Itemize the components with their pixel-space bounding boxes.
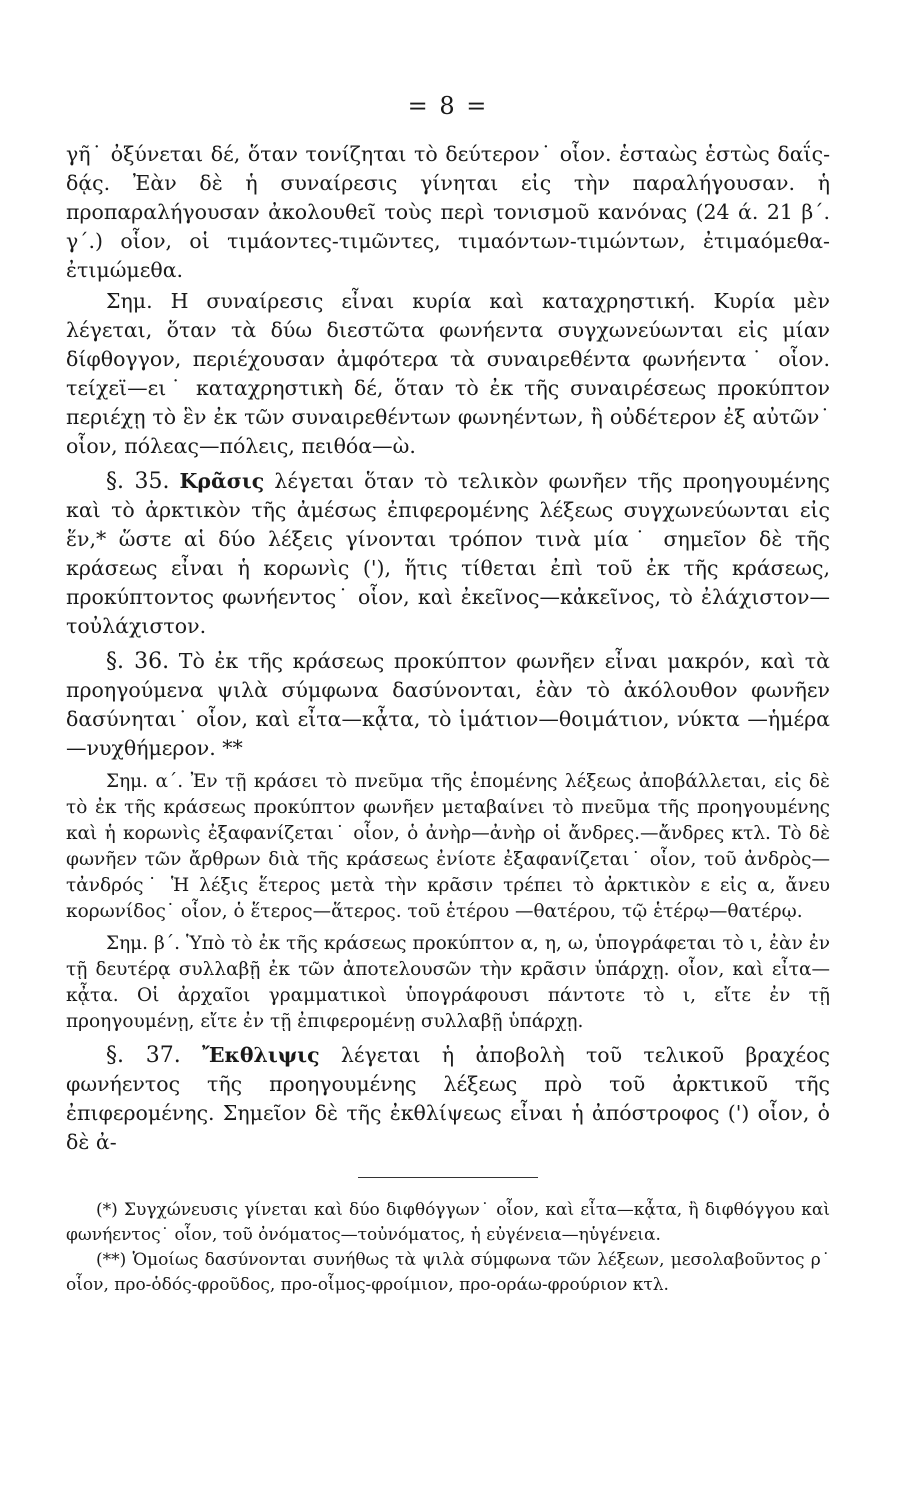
footnote-text: Ὁμοίως δασύνονται συνήθως τὰ ψιλὰ σύμφωνα τῶν λέξεων, μεσολαβοῦντος ρ˙ οἷον, προ-ὁδός-φροῦδος, προ-οἷμος-φροίμιον, προ-οράω-φρούριον κτλ.	[66, 1250, 830, 1295]
remark-synaeresis	[66, 287, 830, 461]
section-text: Τὸ ἐκ τῆς κράσεως προκύπτον φωνῆεν εἶναι μακρόν, καὶ τὰ προηγούμενα ψιλὰ σύμφωνα δασύνονται, ἐὰν τὸ ἀκόλουθον φωνῆεν δασύνηται˙ οἷον, καὶ εἶτα—κᾆτα, τὸ ἱμάτιον—θοιμάτιον, νύκτα —ἡμέρα—νυχθήμερον. **	[66, 649, 830, 760]
section-number: §. 37.	[106, 1043, 181, 1068]
page-number-header: = 8 =	[407, 92, 489, 120]
remark-label: Σημ.	[106, 289, 153, 313]
section-term: Ἔκθλιψις	[202, 1043, 320, 1067]
section-number: §. 35.	[106, 469, 170, 494]
section-36	[66, 647, 830, 763]
section-35-crasis	[66, 467, 830, 641]
note-label: Σημ. α΄.	[106, 771, 184, 792]
note-label: Σημ. β΄.	[106, 933, 180, 954]
footnote-2	[66, 1248, 830, 1298]
section-text: λέγεται ἡ ἀποβολὴ τοῦ τελικοῦ βραχέος φωνήεντος τῆς προηγουμένης λέξεως πρὸ τοῦ ἀρκτικοῦ τῆς ἐπιφερομένης. Σημεῖον δὲ τῆς ἐκθλίψεως εἶναι ἡ ἀπόστροφος (') οἷον, ὁ δὲ ἀ-	[66, 1043, 830, 1154]
footnote-mark: (**)	[96, 1250, 127, 1270]
footnote-1	[66, 1198, 830, 1248]
note-a	[66, 769, 830, 925]
section-text: λέγεται ὅταν τὸ τελικὸν φωνῆεν τῆς προηγουμένης καὶ τὸ ἀρκτικὸν τῆς ἀμέσως ἐπιφερομένης λέξεως συγχωνεύωνται εἰς ἕν,* ὥστε αἱ δύο λέξεις γίνονται τρόπον τινὰ μία˙ σημεῖον δὲ τῆς κράσεως εἶναι ἡ κορωνὶς ('), ἥτις τίθεται ἐπὶ τοῦ ἐκ τῆς κράσεως, προκύπτοντος φωνήεντος˙ οἷον, καὶ ἐκεῖνος—κἀκεῖνος, τὸ ἐλάχιστον—τοὐλάχιστον.	[66, 469, 830, 638]
footnote-mark: (*)	[96, 1200, 118, 1220]
note-text: Ὑπὸ τὸ ἐκ τῆς κράσεως προκύπτον α, η, ω, ὑπογράφεται τὸ ι, ἐὰν ἐν τῇ δευτέρᾳ συλλαβῇ ἐκ τῶν ἀποτελουσῶν τὴν κρᾶσιν ὑπάρχῃ. οἷον, καὶ εἶτα—κᾆτα. Οἱ ἀρχαῖοι γραμματικοὶ ὑπογράφουσι πάντοτε τὸ ι, εἴτε ἐν τῇ προηγουμένῃ, εἴτε ἐν τῇ ἐπιφερομένῃ συλλαβῇ ὑπάρχῃ.	[66, 933, 830, 1032]
section-number: §. 36.	[106, 649, 170, 674]
footnote-divider	[358, 1177, 538, 1178]
footnote-text: Συγχώνευσις γίνεται καὶ δύο διφθόγγων˙ οἷον, καὶ εἶτα—κᾆτα, ἢ διφθόγγου καὶ φωνήεντος˙ οἷον, τοῦ ὀνόματος—τοὐνόματος, ἡ εὐγένεια—ηὑγένεια.	[66, 1200, 830, 1245]
note-b	[66, 931, 830, 1035]
remark-text: Η συναίρεσις εἶναι κυρία καὶ καταχρηστική. Κυρία μὲν λέγεται, ὅταν τὰ δύω διεστῶτα φωνήεντα συγχωνεύωνται εἰς μίαν δίφθογγον, περιέχουσαν ἀμφότερα τὰ συναιρεθέντα φωνήεντα˙ οἷον. τείχεϊ—ει˙ καταχρηστικὴ δέ, ὅταν τὸ ἐκ τῆς συναιρέσεως προκύπτον περιέχῃ τὸ ἓν ἐκ τῶν συναιρεθέντων φωνηέντων, ἢ οὐδέτερον ἐξ αὐτῶν˙ οἷον, πόλεας—πόλεις, πειθόα—ὼ.	[66, 289, 830, 458]
note-text: Ἐν τῇ κράσει τὸ πνεῦμα τῆς ἑπομένης λέξεως ἀποβάλλεται, εἰς δὲ τὸ ἐκ τῆς κράσεως προκύπτον φωνῆεν μεταβαίνει τὸ πνεῦμα τῆς προηγουμένης καὶ ἡ κορωνὶς ἐξαφανίζεται˙ οἷον, ὁ ἀνὴρ—ἀνὴρ οἱ ἄνδρες.—ἄνδρες κτλ. Τὸ δὲ φωνῆεν τῶν ἄρθρων διὰ τῆς κράσεως ἐνίοτε ἐξαφανίζεται˙ οἷον, τοῦ ἀνδρὸς—τἀνδρός˙ Ἡ λέξις ἕτερος μετὰ τὴν κρᾶσιν τρέπει τὸ ἀρκτικὸν ε εἰς α, ἄνευ κορωνίδος˙ οἷον, ὁ ἕτερος—ἅτερος. τοῦ ἑτέρου —θατέρου, τῷ ἑτέρῳ—θατέρῳ.	[66, 771, 830, 922]
section-term: Κρᾶσις	[179, 469, 265, 493]
section-37-elision	[66, 1041, 830, 1157]
paragraph-accent-rules: γη̃˙ ὀξύνεται δέ, ὅταν τονίζηται τὸ δεύτερον˙ οἷον. ἑσταὼς ἑστὼς δαΐς-δᾴς. Ἐὰν δὲ ἡ συναίρεσις γίνηται εἰς τὴν παραλήγουσαν. ἡ προπαραλήγουσαν ἀκολουθεῖ τοὺς περὶ τονισμοῦ κανόνας (24 ά. 21 β΄. γ΄.) οἷον, οἱ τιμάοντες-τιμῶντες, τιμαόντων-τιμώντων, ἐτιμαόμεθα-ἐτιμώμεθα.	[66, 142, 830, 282]
